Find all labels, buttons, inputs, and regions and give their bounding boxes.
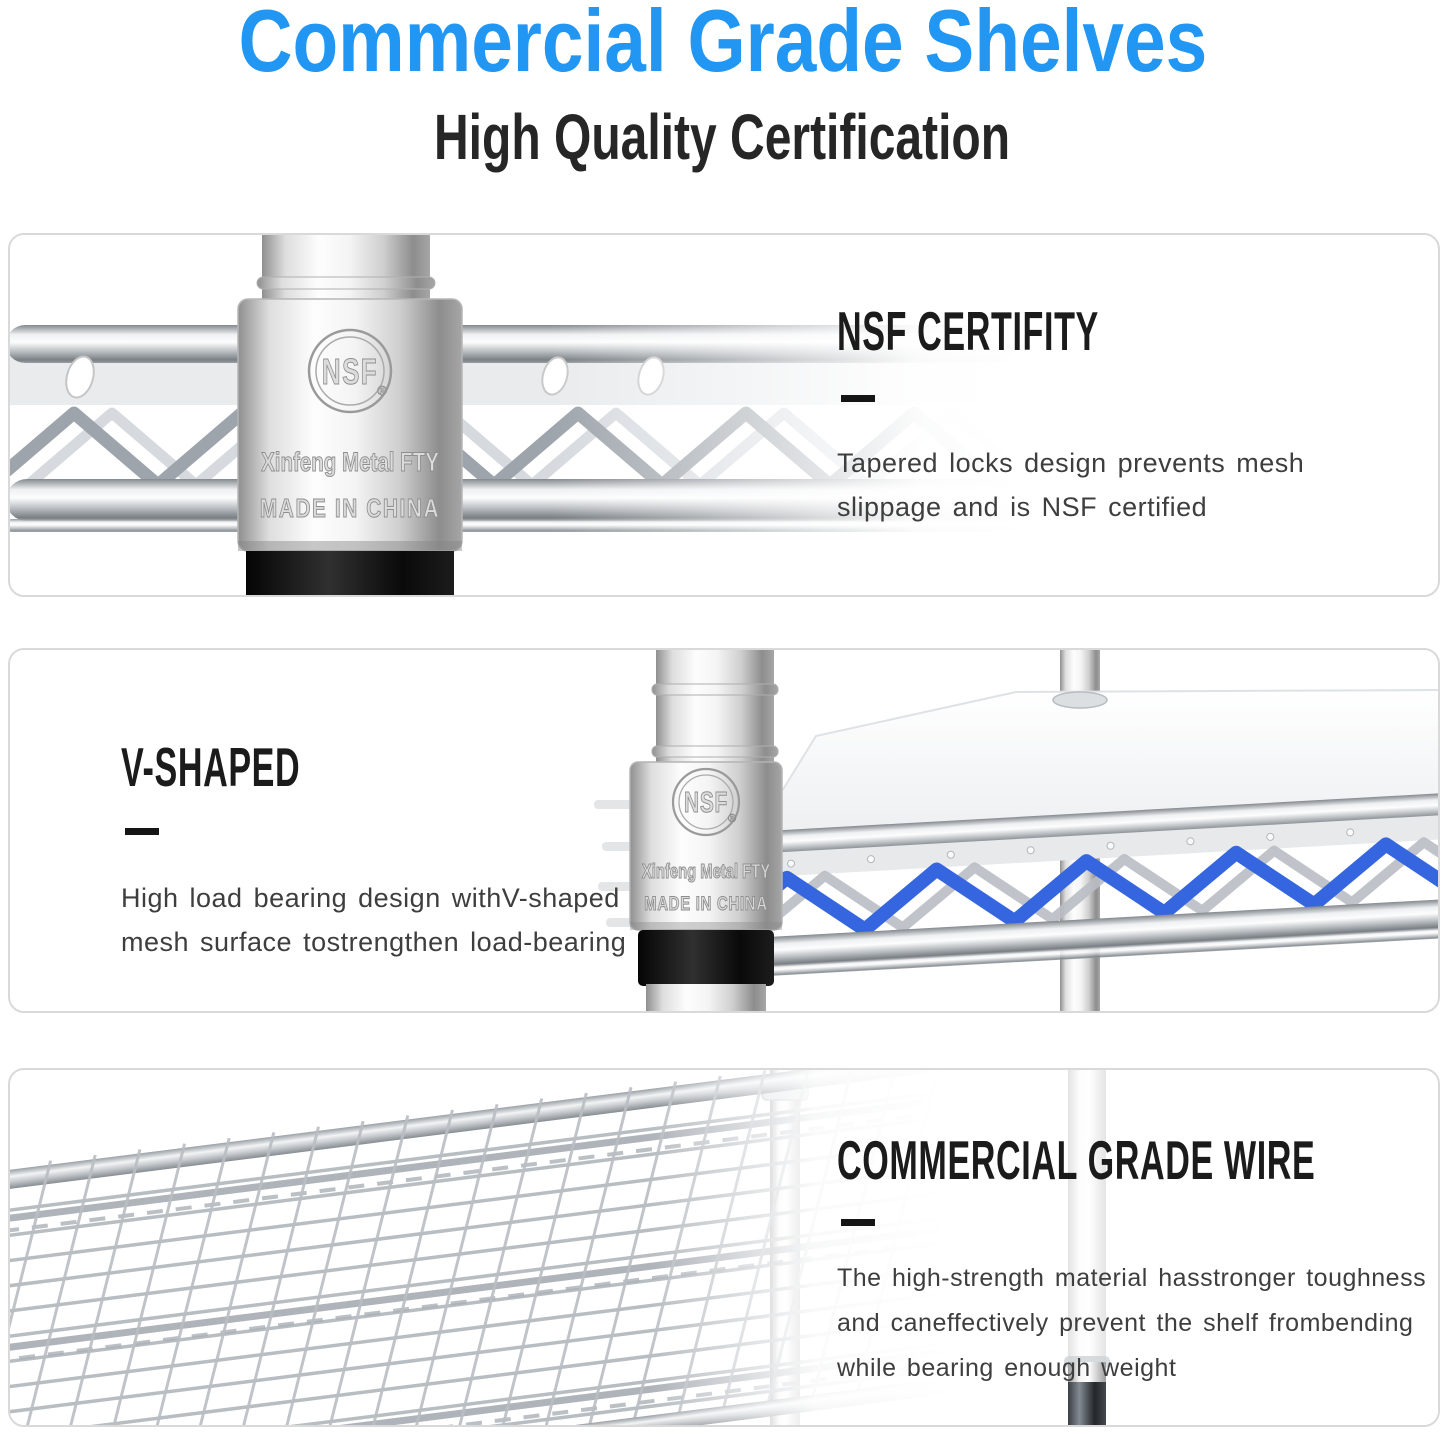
engraving-origin-label: MADE IN CHINA (644, 893, 768, 915)
feature-body (837, 441, 1304, 529)
engraving-factory-label: Xinfeng Metal FTY (261, 447, 439, 478)
post-with-nsf-collar (238, 235, 462, 595)
page-title-text: Commercial Grade Shelves (238, 0, 1207, 90)
registered-mark: ® (727, 813, 737, 825)
body-line: The high-strength material hasstronger toughness (837, 1264, 1427, 1292)
feature-body (121, 876, 626, 964)
nsf-seal-label: NSF (684, 786, 728, 819)
heading-underline (125, 828, 159, 835)
heading-underline (841, 1219, 875, 1226)
engraving-origin-label: MADE IN CHINA (259, 493, 441, 523)
body-line: Tapered locks design prevents mesh (837, 448, 1305, 478)
engraving-factory-label: Xinfeng Metal FTY (641, 859, 771, 883)
body-line: mesh surface tostrengthen load-bearing (121, 927, 627, 957)
feature-card-v-shaped (8, 648, 1440, 1013)
feature-heading: COMMERCIAL GRADE WIRE (837, 1129, 1316, 1191)
registered-mark: ® (377, 383, 387, 398)
feature-card-commercial-grade-wire (8, 1068, 1440, 1427)
feature-heading: V-SHAPED (121, 736, 301, 798)
post-black-sleeve (638, 930, 774, 986)
body-line: while bearing enough weight (837, 1354, 1177, 1382)
post-with-nsf-collar (630, 650, 782, 1011)
page-subtitle (0, 100, 1445, 174)
feature-body (837, 1256, 1426, 1391)
body-line: slippage and is NSF certified (837, 492, 1208, 522)
shelf-post-nsf-photo (10, 235, 1438, 595)
post-black-sleeve (246, 551, 454, 595)
page-subtitle-text: High Quality Certification (434, 101, 1011, 173)
heading-underline (841, 395, 875, 402)
feature-card-nsf-certify (8, 233, 1440, 597)
body-line: and caneffectively prevent the shelf frombending (837, 1309, 1414, 1337)
feature-heading: NSF CERTIFITY (837, 300, 1099, 362)
body-line: High load bearing design withV-shaped (121, 883, 620, 913)
post-flange (1053, 692, 1107, 708)
nsf-seal-label: NSF (321, 351, 379, 393)
page-title (0, 0, 1445, 92)
